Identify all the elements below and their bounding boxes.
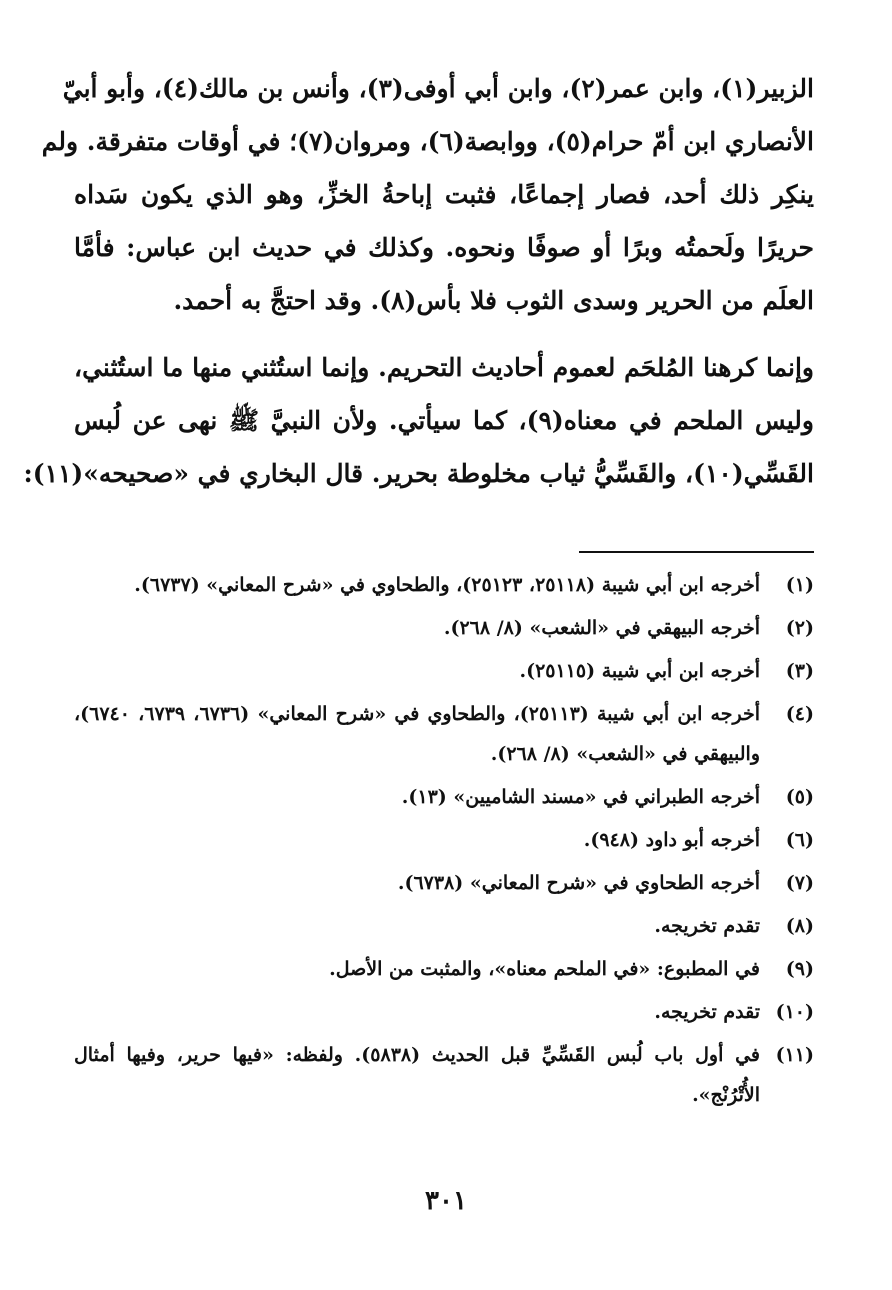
footnote-text: أخرجه الطحاوي في «شرح المعاني» (٦٧٣٨). bbox=[397, 872, 760, 894]
footnote-text: أخرجه ابن أبي شيبة (٢٥١١٥). bbox=[519, 660, 760, 682]
footnote-item bbox=[74, 694, 814, 774]
footnote-item bbox=[74, 863, 814, 903]
footnote-text: أخرجه ابن أبي شيبة (٢٥١١٣)، والطحاوي في «شرح المعاني» (٦٧٣٦، ٦٧٣٩، ٦٧٤٠)، والبيهقي في «الشعب» (٨/ ٢٦٨). bbox=[74, 703, 760, 765]
footnote-number: (٢) bbox=[785, 617, 814, 639]
footnote-text: تقدم تخريجه. bbox=[654, 915, 760, 937]
text-line: العلَم من الحرير وسدى الثوب فلا بأس(٨). وقد احتجَّ به أحمد. bbox=[173, 286, 814, 315]
text-line: وإنما كرهنا المُلحَم لعموم أحاديث التحريم. وإنما استُثني منها ما استُثني، bbox=[74, 353, 814, 382]
footnote-number: (١٠) bbox=[775, 1001, 814, 1023]
footnote-item bbox=[74, 992, 814, 1032]
text-line: وليس الملحم في معناه(٩)، كما سيأتي. ولأن النبيَّ ﷺ نهى عن لُبس bbox=[74, 406, 814, 435]
text-line: القَسِّي(١٠)، والقَسِّيُّ ثياب مخلوطة بحرير. قال البخاري في «صحيحه»(١١): bbox=[23, 459, 814, 488]
footnote-item bbox=[74, 906, 814, 946]
footnote-text: في أول باب لُبس القَسِّيِّ قبل الحديث (٥٨٣٨). ولفظه: «فيها حرير، وفيها أمثال الأُتْرُنْج». bbox=[74, 1044, 761, 1106]
footnote-text: تقدم تخريجه. bbox=[654, 1001, 760, 1023]
footnote-number: (٤) bbox=[785, 703, 814, 725]
footnote-number: (٥) bbox=[785, 786, 814, 808]
footnote-text: أخرجه البيهقي في «الشعب» (٨/ ٢٦٨). bbox=[443, 617, 760, 639]
footnote-text: أخرجه ابن أبي شيبة (٢٥١١٨، ٢٥١٢٣)، والطحاوي في «شرح المعاني» (٦٧٣٧). bbox=[134, 574, 760, 596]
footnote-item bbox=[74, 949, 814, 989]
footnote-item bbox=[74, 565, 814, 605]
text-line: حريرًا ولَحمتُه وبرًا أو صوفًا ونحوه. وكذلك في حديث ابن عباس: فأمَّا bbox=[74, 233, 814, 262]
main-body-text bbox=[23, 62, 814, 500]
text-line: الزبير(١)، وابن عمر(٢)، وابن أبي أوفى(٣)، وأنس بن مالك(٤)، وأبو أبيّ bbox=[62, 74, 814, 103]
footnote-item bbox=[74, 1035, 814, 1115]
text-line: الأنصاري ابن أمّ حرام(٥)، ووابصة(٦)، ومروان(٧)؛ في أوقات متفرقة. ولم bbox=[41, 127, 814, 156]
footnote-number: (٨) bbox=[785, 915, 814, 937]
footnote-text: في المطبوع: «في الملحم معناه»، والمثبت من الأصل. bbox=[329, 958, 760, 980]
footnote-item bbox=[74, 820, 814, 860]
page-number: ٣٠١ bbox=[425, 1186, 467, 1216]
footnote-number: (١١) bbox=[775, 1044, 814, 1066]
footnote-text: أخرجه أبو داود (٩٤٨). bbox=[583, 829, 760, 851]
footnote-item bbox=[74, 777, 814, 817]
text-line: ينكِر ذلك أحد، فصار إجماعًا، فثبت إباحةُ الخزِّ، وهو الذي يكون سَداه bbox=[74, 180, 814, 209]
footnote-number: (١) bbox=[785, 574, 814, 596]
footnote-number: (٣) bbox=[785, 660, 814, 682]
paragraph-1 bbox=[41, 62, 814, 327]
footnote-number: (٩) bbox=[785, 958, 814, 980]
footnote-text: أخرجه الطبراني في «مسند الشاميين» (١٣). bbox=[401, 786, 760, 808]
footnotes-list bbox=[74, 565, 814, 1118]
footnote-divider bbox=[579, 551, 814, 553]
footnote-item bbox=[74, 651, 814, 691]
paragraph-2 bbox=[23, 341, 814, 500]
footnote-item bbox=[74, 608, 814, 648]
footnote-number: (٦) bbox=[785, 829, 814, 851]
footnote-number: (٧) bbox=[785, 872, 814, 894]
